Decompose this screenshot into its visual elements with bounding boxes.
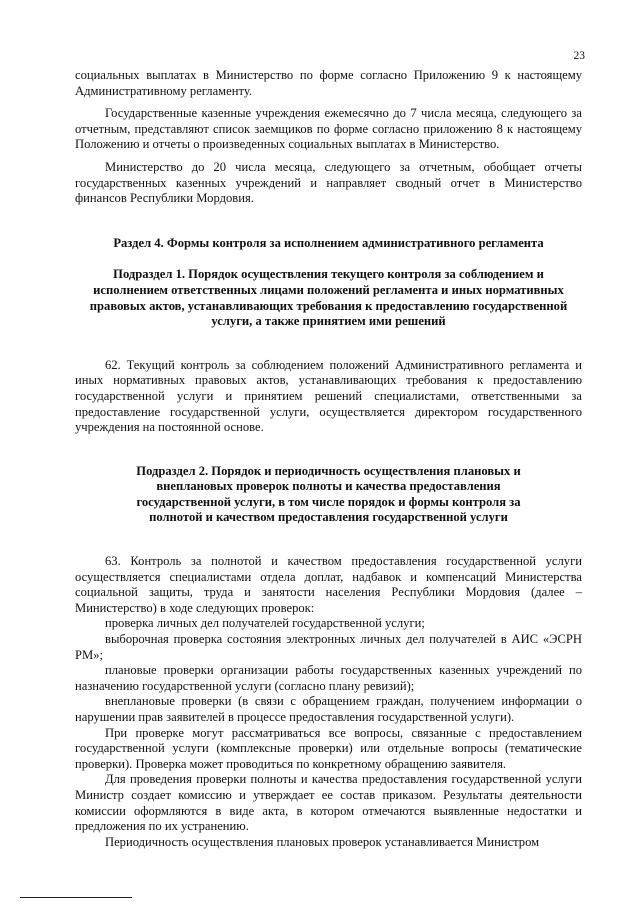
paragraph-62: 62. Текущий контроль за соблюдением положений Административного регламента и иных нормативных правовых актов, устанавливающих требования к предоставлению государственной услуги и принятием решений специалистами, ответственными за предоставление государственной услуги, осуществляется директором государственного учреждения на постоянной основе. (75, 357, 582, 435)
list-item: выборочная проверка состояния электронных личных дел получателей в АИС «ЭСРН РМ»; (75, 632, 582, 662)
footnote-divider (20, 897, 132, 898)
page-number: 23 (573, 50, 585, 62)
list-item: плановые проверки организации работы государственных казенных учреждений по назначению государственной услуги (согласно плану ревизий); (75, 663, 582, 693)
paragraph-continuation: социальных выплатах в Министерство по форме согласно Приложению 9 к настоящему Административному регламенту. (75, 68, 582, 98)
paragraph-63: 63. Контроль за полнотой и качеством предоставления государственной услуги осуществляется специалистами отдела доплат, надбавок и компенсаций Министерства социальной защиты, труда и занятости населения Республики Мордовия (далее – Министерство) в ходе следующих проверок: (75, 554, 582, 615)
paragraph-periodicity: Периодичность осуществления плановых проверок устанавливается Министром (105, 834, 540, 849)
paragraph-state-institutions-report: Государственные казенные учреждения ежемесячно до 7 числа месяца, следующего за отчетным, представляют список заемщиков по форме согласно приложению 8 к настоящему Положению и отчеты о произведенных социальных выплатах в Министерство. (75, 106, 582, 152)
section-4-title: Раздел 4. Формы контроля за исполнением административного регламента (113, 235, 544, 250)
subsection-1-title: Подраздел 1. Порядок осуществления текущего контроля за соблюдением и исполнением ответственных лицами положений регламента и иных нормативных правовых актов, устанавливающих требования к предоставлению государственной услуги, а также принятием ими решений (89, 267, 568, 329)
document-body (75, 68, 582, 850)
paragraph-inspection-scope: При проверке могут рассматриваться все вопросы, связанные с предоставлением государственной услуги (комплексные проверки) или отдельные вопросы (тематические проверки). Проверка может проводиться по конкретному обращению заявителя. (75, 725, 582, 771)
list-item: внеплановые проверки (в связи с обращением граждан, получением информации о нарушении прав заявителей в процессе предоставления государственной услуги). (75, 694, 582, 724)
list-item: проверка личных дел получателей государственной услуги; (105, 616, 425, 631)
paragraph-ministry-summary-report: Министерство до 20 числа месяца, следующего за отчетным, обобщает отчеты государственных казенных учреждений и направляет сводный отчет в Министерство финансов Республики Мордовия. (75, 159, 582, 206)
paragraph-commission: Для проведения проверки полноты и качества предоставления государственной услуги Министр создает комиссию и утверждает ее состав приказом. Результаты деятельности комиссии оформляются в виде акта, в котором отмечаются выявленные недостатки и предложения по их устранению. (75, 772, 582, 834)
subsection-2-title: Подраздел 2. Порядок и периодичность осуществления плановых и внеплановых проверок полноты и качества предоставления государственной услуги, в том числе порядок и формы контроля за полнотой и качеством предоставления государственной услуги (136, 463, 521, 525)
